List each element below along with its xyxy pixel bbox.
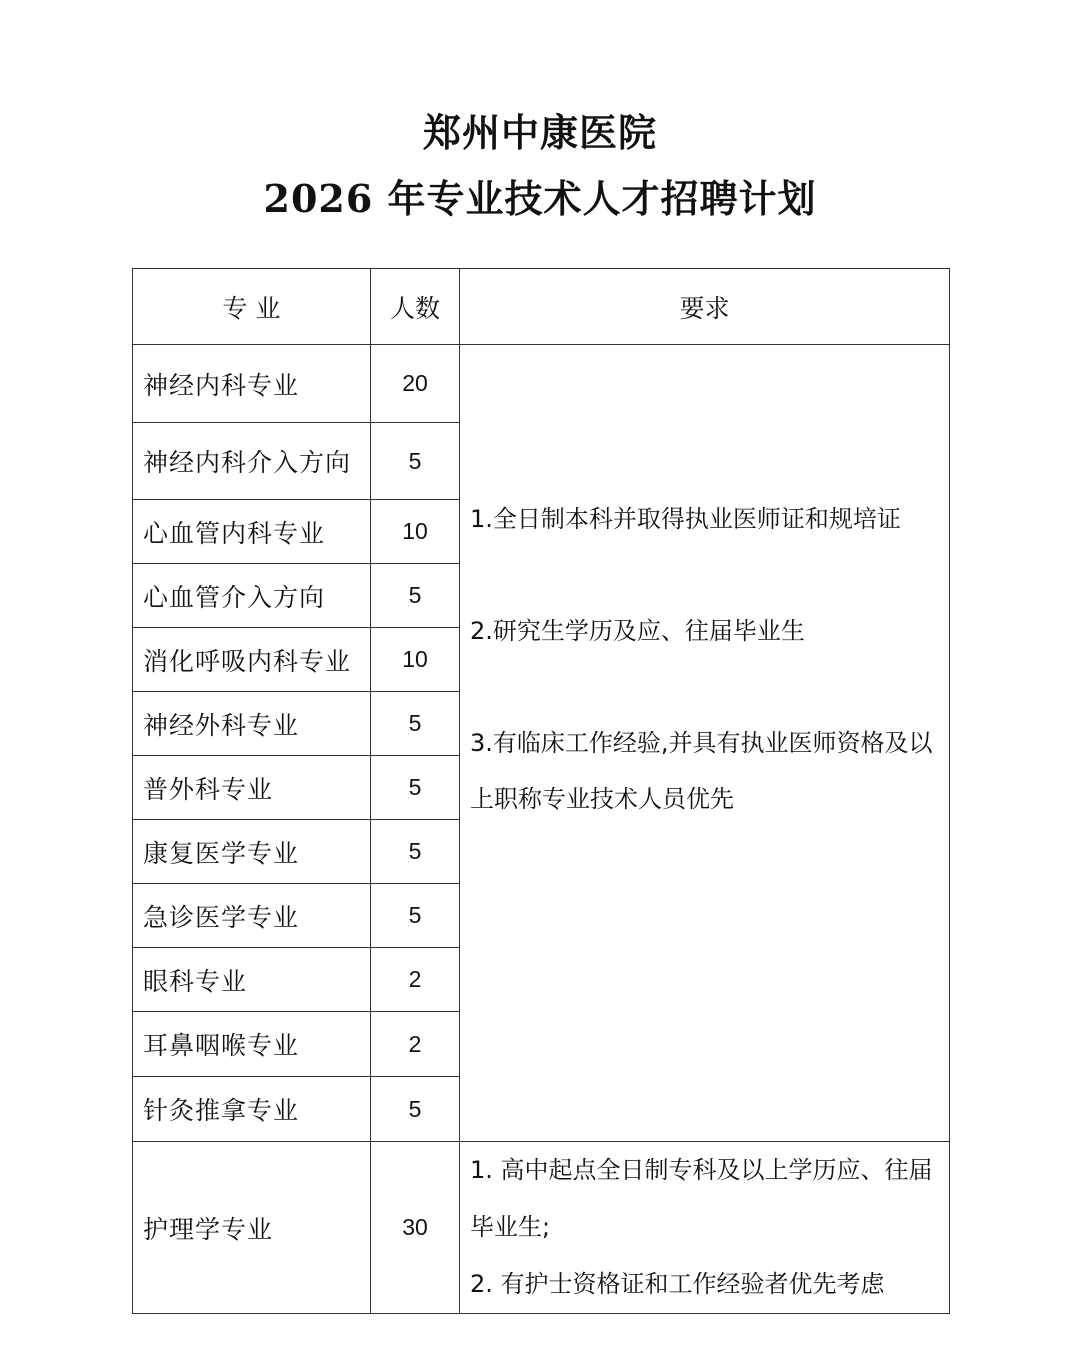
hospital-name: 郑州中康医院 (422, 110, 657, 155)
requirement-item: 3.有临床工作经验,并具有执业医师资格及以上职称专业技术人员优先 (470, 729, 933, 813)
header-requirements: 要求 (460, 269, 950, 345)
count-cell: 5 (371, 423, 460, 500)
count-cell: 20 (371, 345, 460, 423)
major-cell: 急诊医学专业 (133, 884, 371, 948)
major-cell: 神经外科专业 (133, 692, 371, 756)
plan-title: 2026 年专业技术人才招聘计划 (263, 176, 817, 221)
count-cell: 10 (371, 628, 460, 692)
header-major: 专 业 (133, 269, 371, 345)
major-cell: 神经内科介入方向 (133, 423, 371, 500)
count-cell: 5 (371, 564, 460, 628)
count-cell: 5 (371, 820, 460, 884)
table-header-row (133, 269, 950, 345)
count-cell: 10 (371, 500, 460, 564)
document-title (0, 100, 1080, 232)
requirement-item: 1. 高中起点全日制专科及以上学历应、往届毕业生; (470, 1156, 933, 1241)
requirement-item: 2.研究生学历及应、往届毕业生 (470, 617, 805, 645)
recruitment-table (132, 268, 950, 1314)
count-cell: 2 (371, 1012, 460, 1077)
major-cell: 心血管介入方向 (133, 564, 371, 628)
count-cell: 5 (371, 1077, 460, 1142)
major-cell: 眼科专业 (133, 948, 371, 1012)
requirement-item: 1.全日制本科并取得执业医师证和规培证 (470, 505, 901, 533)
major-cell: 普外科专业 (133, 756, 371, 820)
header-count: 人数 (371, 269, 460, 345)
count-cell: 5 (371, 756, 460, 820)
count-cell: 5 (371, 692, 460, 756)
nursing-requirements-cell (460, 1142, 950, 1314)
count-cell: 30 (371, 1142, 460, 1314)
requirement-item: 2. 有护士资格证和工作经验者优先考虑 (470, 1270, 885, 1298)
table-row (133, 345, 950, 423)
major-cell: 神经内科专业 (133, 345, 371, 423)
major-cell: 耳鼻咽喉专业 (133, 1012, 371, 1077)
table-row-nursing (133, 1142, 950, 1314)
major-cell: 针灸推拿专业 (133, 1077, 371, 1142)
count-cell: 5 (371, 884, 460, 948)
doctor-requirements-cell (460, 345, 950, 1142)
count-cell: 2 (371, 948, 460, 1012)
major-cell: 心血管内科专业 (133, 500, 371, 564)
major-cell: 消化呼吸内科专业 (133, 628, 371, 692)
major-cell: 护理学专业 (133, 1142, 371, 1314)
major-cell: 康复医学专业 (133, 820, 371, 884)
